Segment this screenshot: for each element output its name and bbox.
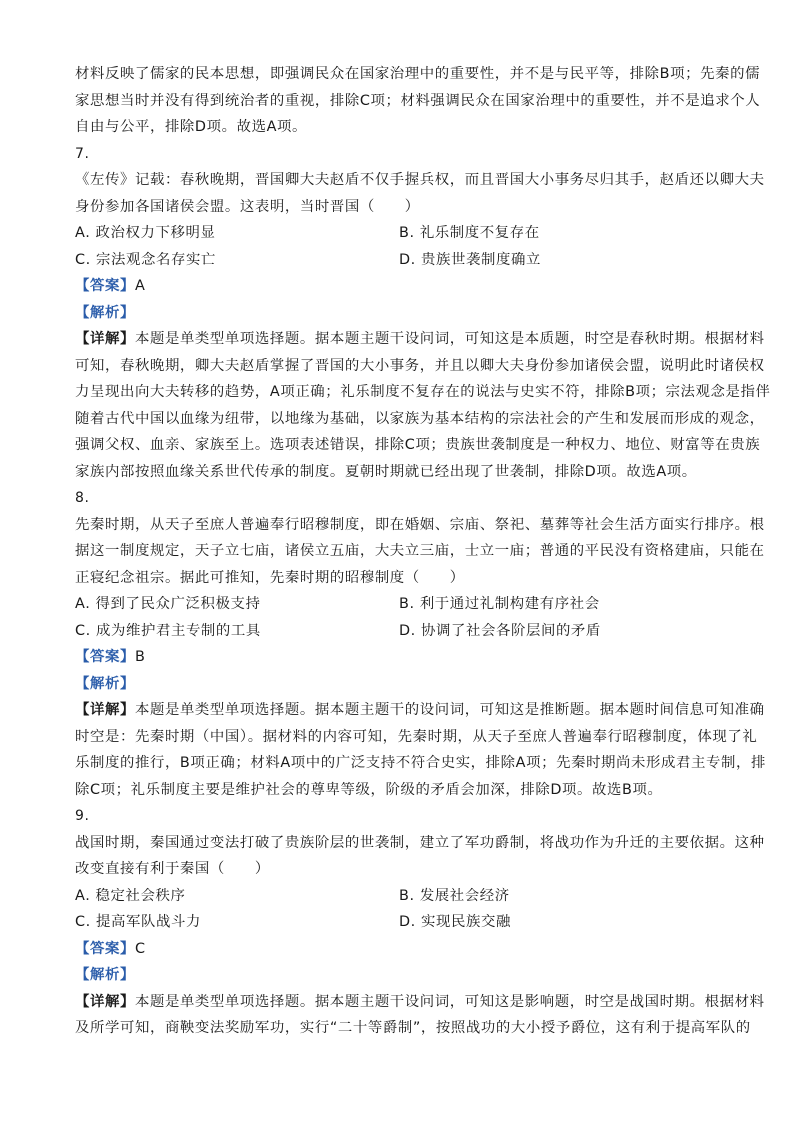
intro-line: 家思想当时并没有得到统治者的重视，排除C项；材料强调民众在国家治理中的重要性，并不是追求个人 <box>75 92 761 109</box>
option-b: B. 发展社会经济 <box>399 887 510 904</box>
question-7 <box>75 144 771 482</box>
intro-line: 自由与公平，排除D项。故选A项。 <box>75 119 307 135</box>
detail-line: 及所学可知，商鞅变法奖励军功，实行“二十等爵制”，按照战功的大小授予爵位，这有利于提高军队的 <box>75 1020 751 1036</box>
option-a: A. 政治权力下移明显 <box>75 225 216 241</box>
intro-line: 材料反映了儒家的民本思想，即强调民众在国家治理中的重要性，并不是与民平等，排除B项；先秦的儒 <box>75 66 761 82</box>
detail-line: 力呈现出向大夫转移的趋势，A项正确；礼乐制度不复存在的说法与史实不符，排除B项；宗法观念是指伴 <box>75 384 771 400</box>
options-row <box>75 912 723 932</box>
question-stem-line: 正寝纪念祖宗。据此可推知，先秦时期的昭穆制度（ ） <box>75 569 465 586</box>
options-row <box>75 223 723 243</box>
answer-line <box>75 939 723 959</box>
option-d: D. 协调了社会各阶层间的矛盾 <box>399 622 601 639</box>
answer-label: 【答案】 <box>75 940 135 957</box>
intro-paragraph <box>75 64 761 137</box>
detail-label: 【详解】 <box>75 331 135 347</box>
answer-label: 【答案】 <box>75 649 135 665</box>
answer-line <box>75 647 723 667</box>
analysis-label: 【解析】 <box>75 675 135 692</box>
option-d: D. 实现民族交融 <box>399 914 511 930</box>
detail-line <box>75 992 765 1012</box>
answer-line <box>75 276 723 296</box>
detail-text: 本题是单类型单项选择题。据本题主题干设问词，可知这是影响题，时空是战国时期。根据材料 <box>134 993 765 1010</box>
analysis-label: 【解析】 <box>75 304 135 321</box>
question-stem-line: 改变直接有利于秦国（ ） <box>75 861 270 877</box>
question-8 <box>75 488 766 800</box>
analysis-line <box>75 303 723 323</box>
option-c: C. 成为维护君主专制的工具 <box>75 622 261 639</box>
question-stem-line: 先秦时期，从天子至庶人普遍奉行昭穆制度，即在婚姻、宗庙、祭祀、墓葬等社会生活方面实行排序。根 <box>75 516 765 533</box>
question-number: 9. <box>75 808 90 824</box>
analysis-label: 【解析】 <box>75 967 135 983</box>
options-row <box>75 250 723 270</box>
detail-label: 【详解】 <box>75 702 135 718</box>
detail-text: 本题是单类型单项选择题。据本题主题干设问词，可知这是本质题，时空是春秋时期。根据材料 <box>134 331 765 347</box>
detail-line: 可知，春秋晚期，卿大夫赵盾掌握了晋国的大小事务，并且以卿大夫身份参加诸侯会盟，说明此时诸侯权 <box>75 357 765 374</box>
options-row <box>75 594 723 614</box>
option-b: B. 礼乐制度不复存在 <box>399 225 540 241</box>
detail-line <box>75 700 765 720</box>
option-b: B. 利于通过礼制构建有序社会 <box>399 596 600 612</box>
question-stem-line: 身份参加各国诸侯会盟。这表明，当时晋国（ ） <box>75 198 420 215</box>
option-a: A. 稳定社会秩序 <box>75 887 186 904</box>
question-9 <box>75 806 765 1038</box>
options-row <box>75 621 723 641</box>
question-number: 7. <box>75 145 90 162</box>
detail-line: 乐制度的推行，B项正确；材料A项中的广泛支持不符合史实，排除A项；先秦时期尚未形成君主专制，排 <box>75 755 766 771</box>
options-row <box>75 886 723 906</box>
analysis-line <box>75 965 723 985</box>
detail-line: 随着古代中国以血缘为纽带，以地缘为基础，以家族为基本结构的宗法社会的产生和发展而形成的观念， <box>75 410 765 427</box>
detail-line: 除C项；礼乐制度主要是维护社会的尊卑等级，阶级的矛盾会加深，排除D项。故选B项。 <box>75 781 663 798</box>
detail-text: 本题是单类型单项选择题。据本题主题干的设问词，可知这是推断题。据本题时间信息可知准确 <box>134 702 765 718</box>
detail-line <box>75 329 765 349</box>
detail-line: 家族内部按照血缘关系世代传承的制度。夏朝时期就已经出现了世袭制，排除D项。故选A项。 <box>75 463 697 480</box>
option-c: C. 提高军队战斗力 <box>75 914 201 930</box>
answer-label: 【答案】 <box>75 278 135 294</box>
option-d: D. 贵族世袭制度确立 <box>399 251 541 268</box>
answer-value: A <box>134 278 146 294</box>
detail-line: 强调父权、血亲、家族至上。选项表述错误，排除C项；贵族世袭制度是一种权力、地位、财富等在贵族 <box>75 437 761 453</box>
question-stem-line: 战国时期，秦国通过变法打破了贵族阶层的世袭制，建立了军功爵制，将战功作为升迁的主要依据。这种 <box>75 834 765 851</box>
detail-line: 时空是：先秦时期（中国）。据材料的内容可知，先秦时期，从天子至庶人普遍奉行昭穆制度，体现了礼 <box>75 728 758 745</box>
analysis-line <box>75 674 723 694</box>
answer-value: B <box>134 649 146 665</box>
detail-label: 【详解】 <box>75 993 135 1010</box>
question-stem-line: 据这一制度规定，天子立七庙，诸侯立五庙，大夫立三庙，士立一庙；普通的平民没有资格建庙，只能在 <box>75 543 765 559</box>
document-page <box>75 64 771 1045</box>
question-stem-line: 《左传》记载：春秋晚期，晋国卿大夫赵盾不仅手握兵权，而且晋国大小事务尽归其手，赵盾还以卿大夫 <box>75 172 765 188</box>
answer-value: C <box>134 940 146 957</box>
option-a: A. 得到了民众广泛积极支持 <box>75 596 261 612</box>
option-c: C. 宗法观念名存实亡 <box>75 251 216 268</box>
question-number: 8. <box>75 490 90 506</box>
